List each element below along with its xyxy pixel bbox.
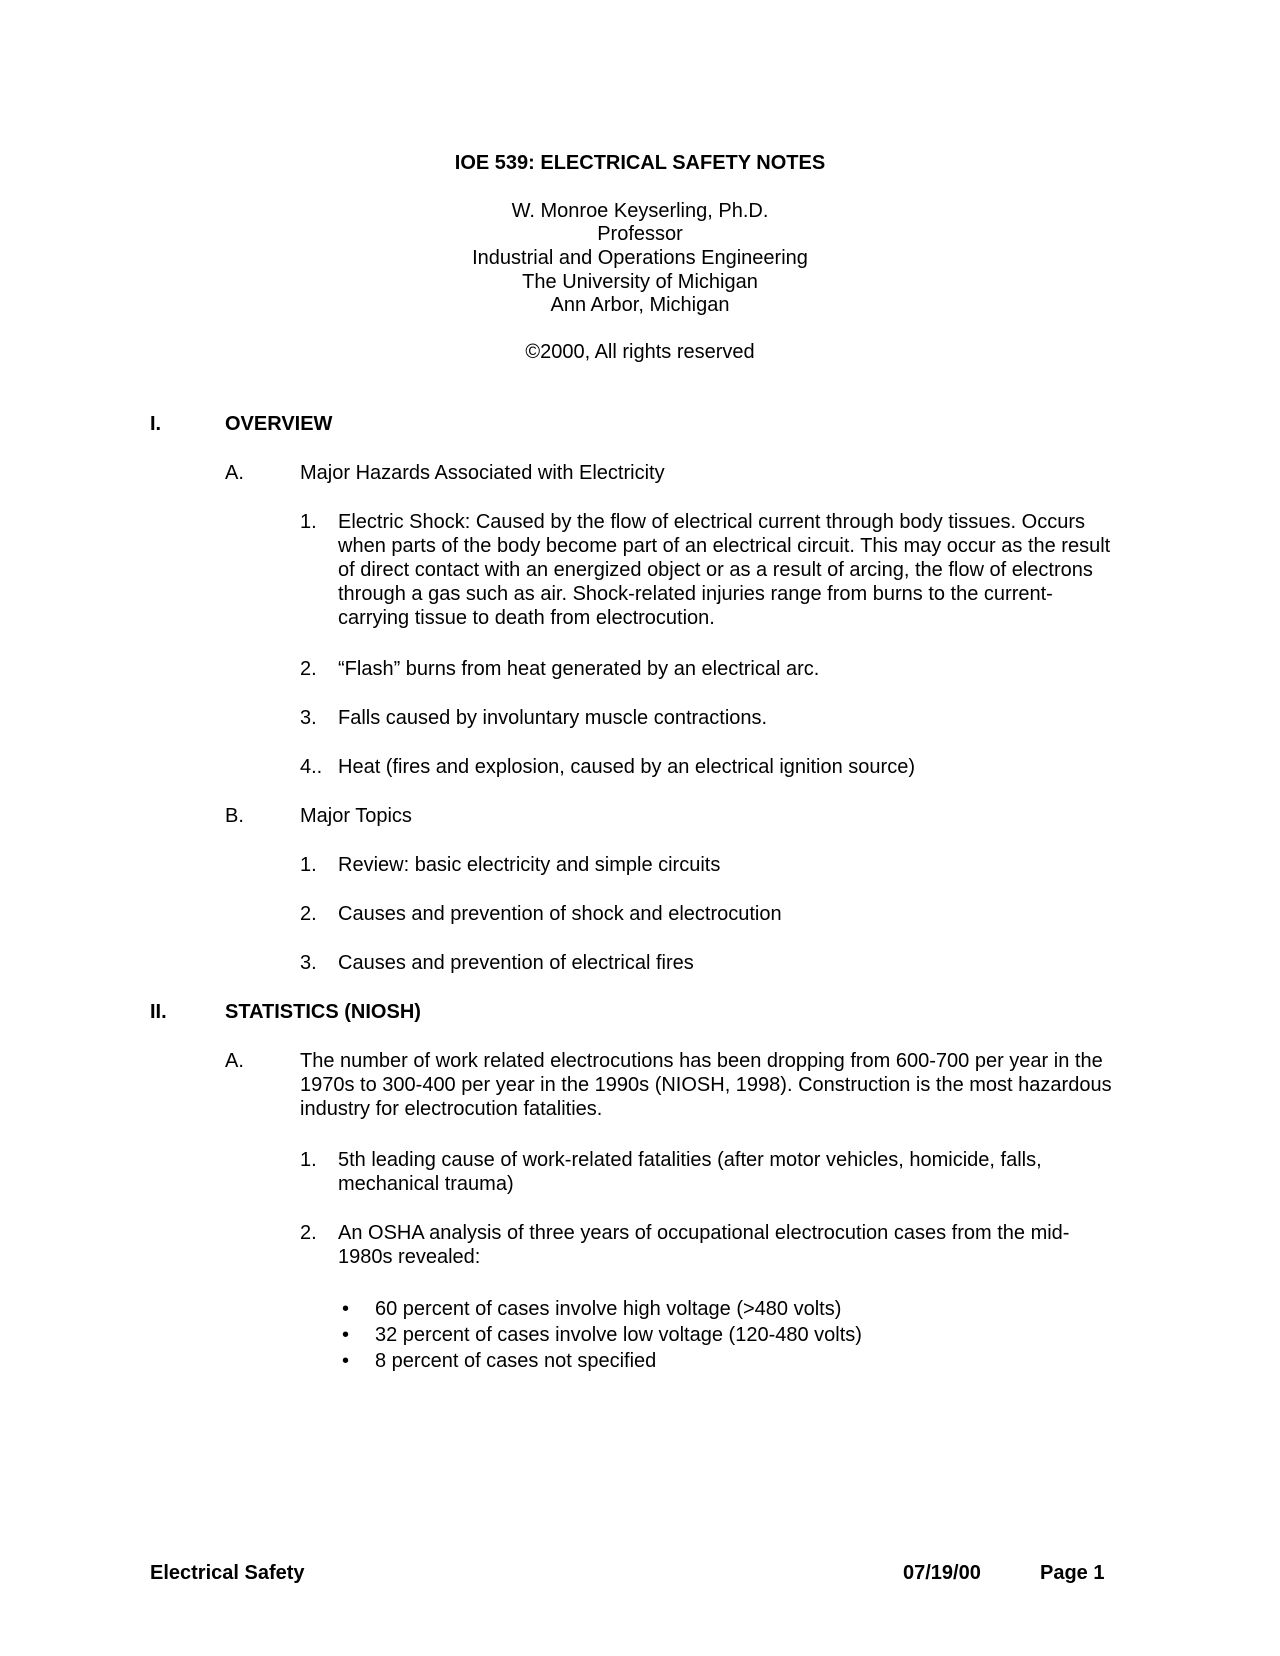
subsection-paragraph: The number of work related electrocutions has been dropping from 600-700 per year in the 1970s to 300-400 per year in the 1990s (NIOSH, 1998). Construction is the most hazardous industry for electrocution fatalities. <box>300 1050 1112 1120</box>
item-number: 3. <box>300 952 317 974</box>
subsection-heading: Major Hazards Associated with Electricity <box>300 462 665 484</box>
item-number: 1. <box>300 854 317 876</box>
item-text: “Flash” burns from heat generated by an electrical arc. <box>338 658 820 680</box>
item-number: 2. <box>300 903 317 925</box>
item-text: Causes and prevention of shock and electrocution <box>338 903 782 925</box>
bullet-marker: • <box>342 1324 350 1346</box>
subsection-letter: A. <box>225 462 244 484</box>
footer-date: 07/19/00 <box>903 1562 981 1584</box>
copyright-notice: ©2000, All rights reserved <box>525 341 755 363</box>
author-position: Professor <box>597 223 683 245</box>
author-university: The University of Michigan <box>522 271 758 293</box>
author-department: Industrial and Operations Engineering <box>472 247 808 269</box>
subsection-letter: B. <box>225 805 244 827</box>
item-text: Causes and prevention of electrical fires <box>338 952 694 974</box>
item-text: 5th leading cause of work-related fatalities (after motor vehicles, homicide, falls, mechanical trauma) <box>338 1149 1042 1195</box>
bullet-text: 8 percent of cases not specified <box>375 1350 657 1372</box>
item-number: 3. <box>300 707 317 729</box>
item-number: 1. <box>300 1149 317 1171</box>
author-location: Ann Arbor, Michigan <box>550 294 730 316</box>
section-number: II. <box>150 1001 167 1023</box>
section-heading: STATISTICS (NIOSH) <box>225 1001 421 1023</box>
document-title: IOE 539: ELECTRICAL SAFETY NOTES <box>454 152 826 174</box>
bullet-text: 32 percent of cases involve low voltage (120-480 volts) <box>375 1324 862 1346</box>
item-number: 1. <box>300 511 317 533</box>
subsection-heading: Major Topics <box>300 805 412 827</box>
author-name: W. Monroe Keyserling, Ph.D. <box>511 200 769 222</box>
section-heading: OVERVIEW <box>225 413 333 435</box>
bullet-marker: • <box>342 1298 350 1320</box>
footer-title: Electrical Safety <box>150 1562 305 1584</box>
item-text: Heat (fires and explosion, caused by an electrical ignition source) <box>338 756 915 778</box>
subsection-letter: A. <box>225 1050 244 1072</box>
item-text: Electric Shock: Caused by the flow of electrical current through body tissues. Occurs when parts of the body become part of an electrical circuit. This may occur as the result of direct contact with an energized object or as a result of arcing, the flow of electrons through a gas such as air. Shock-related injuries range from burns to the current-carrying tissue to death from electrocution. <box>338 511 1111 629</box>
item-number: 2. <box>300 1222 317 1244</box>
item-number: 2. <box>300 658 317 680</box>
item-number: 4.. <box>300 756 323 778</box>
section-number: I. <box>150 413 162 435</box>
item-text: Falls caused by involuntary muscle contractions. <box>338 707 768 729</box>
item-text: An OSHA analysis of three years of occupational electrocution cases from the mid-1980s revealed: <box>338 1222 1070 1268</box>
bullet-text: 60 percent of cases involve high voltage (>480 volts) <box>375 1298 842 1320</box>
footer-page-number: Page 1 <box>1040 1562 1105 1584</box>
item-text: Review: basic electricity and simple circuits <box>338 854 721 876</box>
bullet-marker: • <box>342 1350 350 1372</box>
